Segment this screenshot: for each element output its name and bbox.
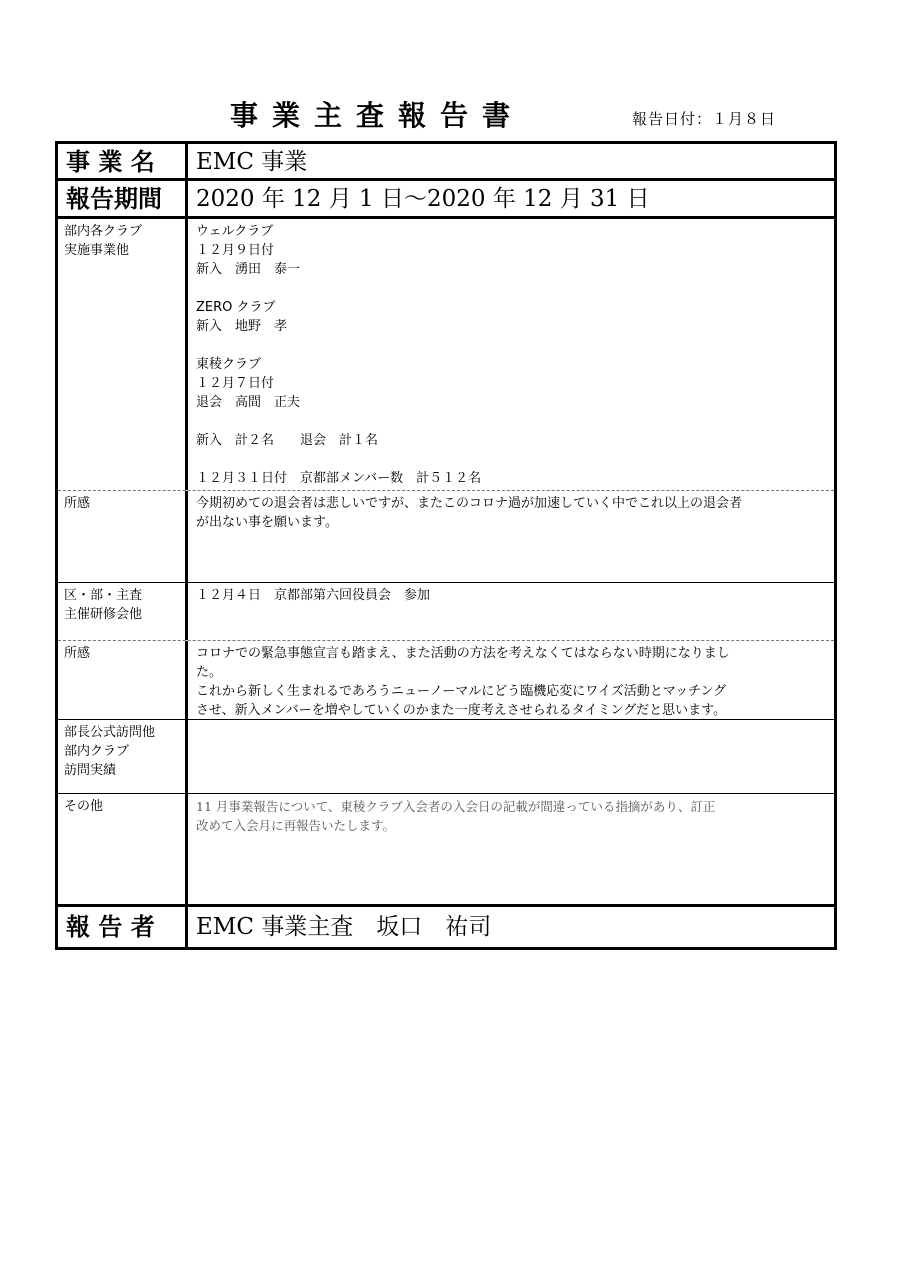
impression-1-content: 今期初めての退会者は悲しいですが、またこのコロナ過が加速していく中でこれ以上の退会者 が出ない事を願います。 (196, 496, 743, 530)
training-content: １２月４日 京都部第六回役員会 参加 (196, 588, 431, 603)
impression-1-label: 所感 (64, 496, 91, 511)
reporter-value: EMC 事業主査 坂口 祐司 (196, 914, 492, 940)
business-value: EMC 事業 (196, 149, 308, 175)
impression-2-content: コロナでの緊急事態宣言も踏まえ、また活動の方法を考えなくてはならない時期になりまし た。 これから新しく生まれるであろうニューノーマルにどう臨機応変にワイズ活動とマッチング させ、新入メンバーを増やしていくのかまた一度考えさせられるタイミングだと思います。 (196, 646, 730, 718)
business-label: 事 業 名 (66, 148, 155, 176)
club-activities-row (58, 219, 834, 491)
impression-2-row (58, 641, 834, 720)
training-label: 区・部・主査 主催研修会他 (64, 588, 143, 622)
report-form (55, 141, 837, 950)
visits-row (58, 720, 834, 794)
report-date: 報告日付：１月８日 (632, 110, 777, 128)
other-row (58, 794, 834, 907)
club-activities-label: 部内各クラブ 実施事業他 (64, 224, 143, 258)
club-activities-content: ウェルクラブ １２月９日付 新入 湧田 泰一 ZERO クラブ 新入 地野 孝 東稜クラブ １２月７日付 退会 高間 正夫 新入 計２名 退会 計１名 １２月３１日付 京都部メンバー数 計５１２名 (196, 224, 482, 486)
other-content: 11 月事業報告について、東稜クラブ入会者の入会日の記載が間違っている指摘があり、訂正 改めて入会月に再報告いたします。 (196, 799, 716, 833)
impression-1-row (58, 491, 834, 583)
visits-content (188, 720, 834, 723)
report-title: 事業主査報告書 (230, 99, 525, 132)
period-label: 報告期間 (66, 185, 162, 213)
other-label: その他 (64, 799, 104, 814)
business-row (58, 144, 834, 181)
training-row (58, 583, 834, 641)
reporter-row (58, 907, 834, 947)
period-value: 2020 年 12 月 1 日～2020 年 12 月 31 日 (196, 186, 650, 212)
visits-label: 部長公式訪問他 部内クラブ 訪問実績 (64, 725, 156, 778)
impression-2-label: 所感 (64, 646, 91, 661)
period-row (58, 181, 834, 219)
reporter-label: 報 告 者 (66, 913, 155, 941)
